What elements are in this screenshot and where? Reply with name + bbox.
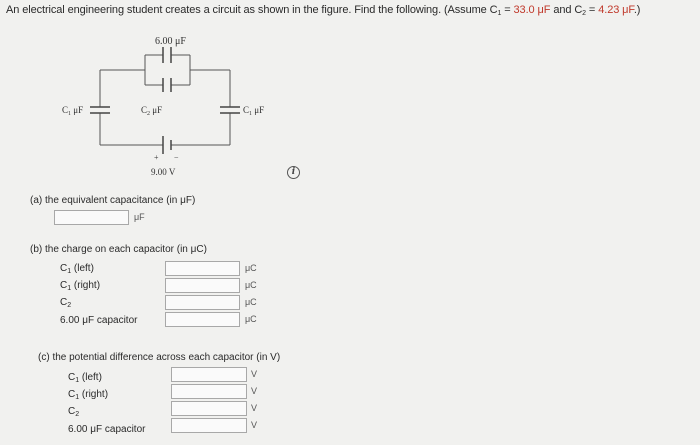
left-cap-label: $C_1$ μF	[62, 105, 84, 117]
battery-label: 9.00 V	[151, 167, 176, 177]
battery-plus: +	[154, 153, 159, 162]
voltage-c2-input[interactable]	[171, 401, 247, 416]
part-c-row-2-label: $C_1$ (right)	[68, 389, 109, 401]
battery-minus: −	[174, 153, 179, 162]
part-b-row-4-unit: μC	[245, 314, 257, 324]
part-c-row-2-unit: V	[251, 386, 258, 396]
part-a-unit: μF	[134, 212, 145, 222]
part-c-row-1-unit: V	[251, 369, 258, 379]
charge-c1-left-input[interactable]	[165, 261, 240, 276]
voltage-6uf-input[interactable]	[171, 418, 247, 433]
part-b-row-3-label: $C_2$	[60, 297, 72, 309]
part-c-row-3-unit: V	[251, 403, 258, 413]
problem-statement: An electrical engineering student creates a circuit as shown in the figure. Find the following. (Assume $C_1 = 33.0$ μF and $C_2 = 4.23$ μF.)	[6, 4, 641, 17]
circuit-diagram	[60, 30, 290, 180]
mid-cap-label: $C_2$ μF	[141, 105, 163, 117]
charge-c2-input[interactable]	[165, 295, 240, 310]
part-c-label: (c) the potential difference across each capacitor (in V)	[38, 352, 281, 363]
part-b-row-4-label: 6.00 μF capacitor	[60, 315, 138, 326]
part-b-row-1-unit: μC	[245, 263, 257, 273]
charge-6uf-input[interactable]	[165, 312, 240, 327]
top-cap-label: 6.00 μF	[155, 36, 186, 47]
part-a-label: (a) the equivalent capacitance (in μF)	[30, 195, 196, 206]
part-c-row-4-unit: V	[251, 420, 258, 430]
part-c-row-3-label: $C_2$	[68, 406, 80, 418]
voltage-c1-left-input[interactable]	[171, 367, 247, 382]
part-b-row-3-unit: μC	[245, 297, 257, 307]
part-c-row-1-label: $C_1$ (left)	[68, 372, 102, 384]
part-b-row-1-label: $C_1$ (left)	[60, 263, 94, 275]
part-b-row-2-unit: μC	[245, 280, 257, 290]
info-icon[interactable]: i	[287, 166, 300, 179]
part-c-row-4-label: 6.00 μF capacitor	[68, 424, 146, 435]
part-b-label: (b) the charge on each capacitor (in μC)	[30, 244, 207, 255]
c2-value: 4.23 μF	[598, 4, 634, 16]
voltage-c1-right-input[interactable]	[171, 384, 247, 399]
charge-c1-right-input[interactable]	[165, 278, 240, 293]
equivalent-capacitance-input[interactable]	[54, 210, 129, 225]
right-cap-label: $C_1$ μF	[243, 105, 265, 117]
part-b-row-2-label: $C_1$ (right)	[60, 280, 101, 292]
c1-value: 33.0 μF	[513, 4, 551, 16]
